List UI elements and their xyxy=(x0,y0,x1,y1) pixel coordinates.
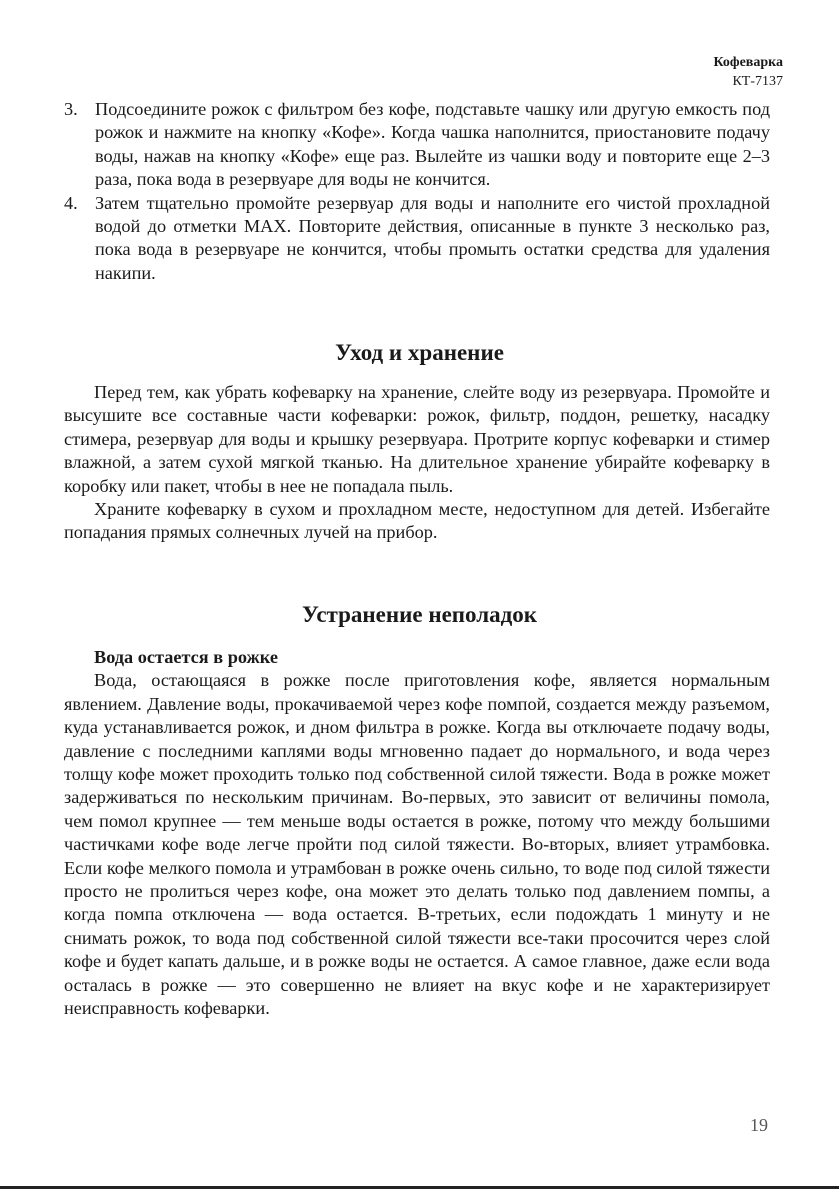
step-text: Подсоедините рожок с фильтром без кофе, подставьте чашку или другую емкость под рожок и нажмите на кнопку «Кофе». Когда чашка наполнится, приостановите подачу воды, нажав на кнопку «Кофе» еще раз. Вылейте из чашки воду и повторите еще 2–3 раза, пока вода в резервуаре для воды не кончится. xyxy=(95,99,770,190)
header-title: Кофеварка xyxy=(713,55,783,70)
step-item xyxy=(64,192,770,286)
step-number: 3. xyxy=(64,99,78,119)
care-section-body xyxy=(64,381,770,545)
descaling-steps-list xyxy=(64,98,770,285)
running-header xyxy=(713,53,783,91)
troubleshooting-paragraph: Вода, остающаяся в рожке после приготовления кофе, является нормальным явлением. Давление воды, прокачиваемой через кофе помпой, создается между разъемом, куда устанавливается рожок, и дном фильтра в рожке. Когда вы отключаете подачу воды, давление с последними каплями воды мгновенно падает до нормального, и вода через толщу кофе может проходить только под собственной силой тяжести. Вода в рожке может задерживаться по нескольким причинам. Во-первых, это зависит от величины помола, чем помол крупнее — тем меньше воды остается в рожке, потому что между большими частичками кофе воде легче пройти под силой тяжести. Во-вторых, влияет утрамбовка. Если кофе мелкого помола и утрамбован в рожке очень сильно, то воде под силой тяжести просто не пролиться через кофе, она может это делать только под давлением помпы, а когда помпа отключена — вода остается. В-третьих, если подождать 1 минуту и не снимать рожок, то вода под собственной силой тяжести все-таки просочится через слой кофе и будет капать дальше, и в рожке воды не остается. А самое главное, даже если вода осталась в рожке — это совершенно не влияет на вкус кофе и не характеризирует неисправность кофеварки. xyxy=(64,670,770,1019)
care-paragraph: Храните кофеварку в сухом и прохладном месте, недоступном для детей. Избегайте попадания прямых солнечных лучей на прибор. xyxy=(64,499,770,543)
care-paragraph: Перед тем, как убрать кофеварку на хранение, слейте воду из резервуара. Промойте и высушите все составные части кофеварки: рожок, фильтр, поддон, решетку, насадку стимера, резервуар для воды и крышку резервуара. Протрите корпус кофеварки и стимер влажной, а затем сухой мягкой тканью. На длительное хранение убирайте кофеварку в коробку или пакет, чтобы в нее не попадала пыль. xyxy=(64,382,770,496)
step-item xyxy=(64,98,770,192)
header-model: КТ-7137 xyxy=(732,74,783,89)
step-number: 4. xyxy=(64,192,78,213)
page-number: 19 xyxy=(750,1115,768,1135)
troubleshooting-section-body xyxy=(64,646,770,1021)
subheading-water-in-holder: Вода остается в рожке xyxy=(94,647,278,667)
step-text: Затем тщательно промойте резервуар для воды и наполните его чистой прохладной водой до отметки MAX. Повторите действия, описанные в пункте 3 несколько раз, пока вода в резервуаре не кончится, чтобы промыть остатки средства для удаления накипи. xyxy=(95,192,770,283)
section-heading-troubleshooting: Устранение неполадок xyxy=(301,602,538,627)
section-heading-care: Уход и хранение xyxy=(335,340,504,365)
